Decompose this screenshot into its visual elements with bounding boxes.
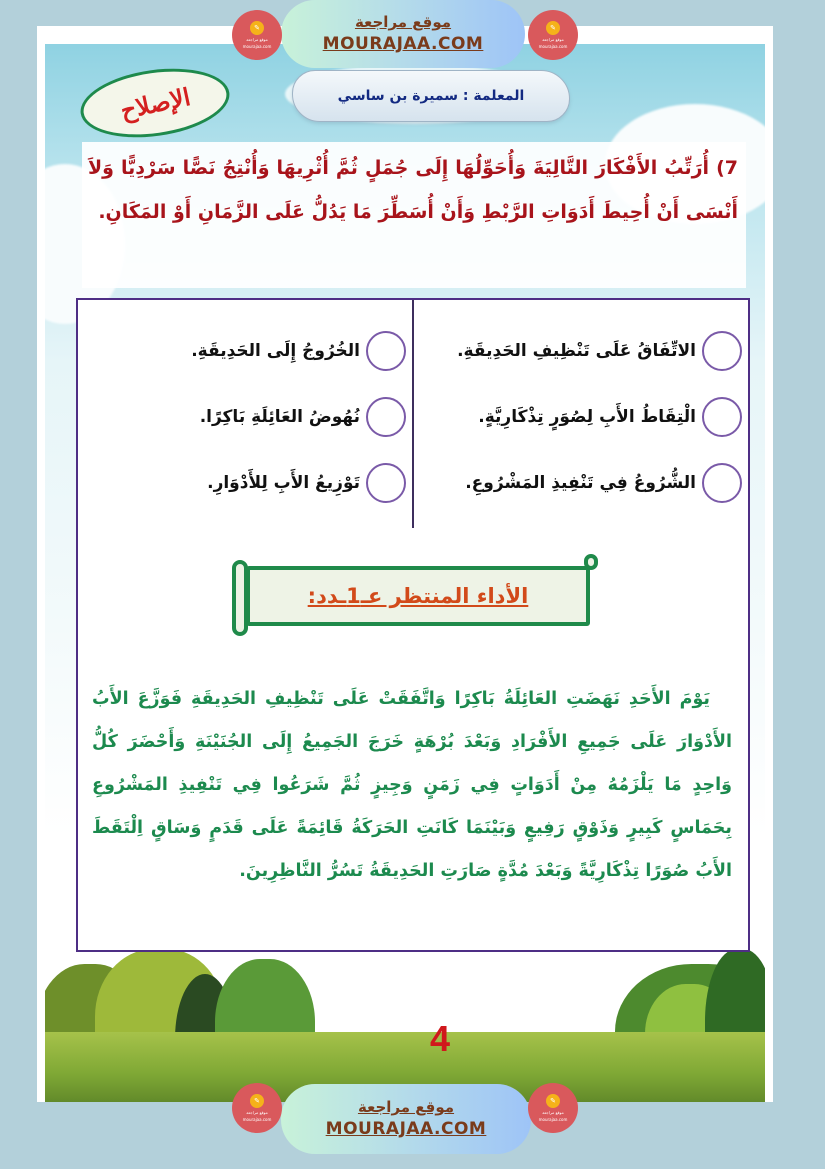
logo-caption-en: mourajaa.com — [242, 1117, 272, 1122]
scroll-body — [246, 566, 590, 626]
book-icon: ✎ — [546, 1094, 560, 1108]
order-circle-input[interactable] — [702, 331, 742, 371]
ideas-column-left — [78, 300, 412, 528]
logo-caption-ar: موقع مراجعة — [246, 1110, 268, 1115]
book-icon: ✎ — [546, 21, 560, 35]
logo-caption-ar: موقع مراجعة — [246, 37, 268, 42]
idea-text: الشُّرُوعُ فِي تَنْفِيذِ المَشْرُوعِ. — [465, 473, 696, 493]
exercise-instruction — [82, 142, 746, 288]
idea-item — [414, 450, 748, 516]
ideas-column-right — [412, 300, 748, 528]
page-number: 4 — [430, 1018, 451, 1059]
ideas-table — [76, 298, 750, 530]
site-banner-bottom[interactable] — [281, 1084, 531, 1154]
idea-item — [78, 450, 412, 516]
idea-text: تَوْزِيعُ الأَبِ لِلأَدْوَارِ. — [207, 473, 360, 493]
site-name-ar[interactable]: موقع مراجعة — [354, 13, 452, 31]
idea-item — [414, 384, 748, 450]
production-box — [76, 528, 750, 952]
site-logo-left-bottom[interactable] — [232, 1083, 282, 1133]
book-icon: ✎ — [250, 1094, 264, 1108]
idea-item — [78, 318, 412, 384]
idea-text: الخُرُوجُ إِلَى الحَدِيقَةِ. — [191, 341, 360, 361]
logo-caption-en: mourajaa.com — [538, 44, 568, 49]
site-name-ar[interactable]: موقع مراجعة — [357, 1098, 455, 1116]
logo-caption-ar: موقع مراجعة — [542, 37, 564, 42]
order-circle-input[interactable] — [702, 397, 742, 437]
instruction-text: 7) أُرَتِّبُ الأَفْكَارَ التَّالِيَةَ وَأُحَوِّلُهَا إِلَى جُمَلٍ ثُمَّ أُثْرِيهَا وَأُنْتِجُ نَصًّا سَرْدِيًّا وَلاَ أَنْسَى أَنْ أُحِيطَ أَدَوَاتِ الرَّبْطِ وَأَنْ أُسَطِّرَ مَا يَدُلُّ عَلَى الزَّمَانِ أَوْ المَكَانِ. — [88, 157, 738, 223]
essay-text: يَوْمَ الأَحَدِ نَهَضَتِ العَائِلَةُ بَاكِرًا وَاتَّفَقَتْ عَلَى تَنْظِيفِ الحَدِيقَةِ فَوَزَّعَ الأَبُ الأَدْوَارَ عَلَى جَمِيعِ الأَفْرَادِ وَبَعْدَ بُرْهَةٍ خَرَجَ الجَمِيعُ إِلَى الجُنَيْنَةِ وَأَحْضَرَ كُلُّ وَاحِدٍ مَا يَلْزَمُهُ مِنْ أَدَوَاتٍ فِي زَمَنٍ وَجِيزٍ ثُمَّ شَرَعُوا فِي تَنْفِيذِ المَشْرُوعِ بِحَمَاسٍ كَبِيرٍ وَذَوْقٍ رَفِيعٍ وَبَيْنَمَا كَانَتِ الحَرَكَةُ قَائِمَةً عَلَى قَدَمٍ وَسَاقٍ اِلْتَقَطَ الأَبُ صُوَرًا تِذْكَارِيَّةً وَبَعْدَ مُدَّةٍ صَارَتِ الحَدِيقَةُ تَسُرُّ النَّاظِرِينَ. — [92, 689, 732, 881]
book-icon: ✎ — [250, 21, 264, 35]
order-circle-input[interactable] — [702, 463, 742, 503]
idea-item — [414, 318, 748, 384]
site-logo-left[interactable] — [232, 10, 282, 60]
logo-caption-en: mourajaa.com — [538, 1117, 568, 1122]
order-circle-input[interactable] — [366, 397, 406, 437]
production-title: الأداء المنتظر عـ1ـدد: — [307, 584, 529, 608]
idea-text: الْتِقَاطُ الأَبِ لِصُوَرٍ تِذْكَارِيَّةٍ. — [478, 407, 696, 427]
teacher-cloud — [292, 70, 570, 122]
idea-text: نُهُوضُ العَائِلَةِ بَاكِرًا. — [199, 407, 360, 427]
site-name-en[interactable]: MOURAJAA.COM — [322, 34, 484, 54]
idea-text: الاتِّفَاقُ عَلَى تَنْظِيفِ الحَدِيقَةِ. — [457, 341, 696, 361]
order-circle-input[interactable] — [366, 331, 406, 371]
logo-caption-ar: موقع مراجعة — [542, 1110, 564, 1115]
scroll-banner — [232, 554, 598, 636]
teacher-name: المعلمة : سميرة بن ساسي — [337, 88, 525, 104]
logo-caption-en: mourajaa.com — [242, 44, 272, 49]
site-logo-right-bottom[interactable] — [528, 1083, 578, 1133]
idea-item — [78, 384, 412, 450]
correction-title: الإصلاح — [117, 81, 193, 125]
site-name-en[interactable]: MOURAJAA.COM — [325, 1119, 487, 1139]
order-circle-input[interactable] — [366, 463, 406, 503]
site-logo-right[interactable] — [528, 10, 578, 60]
site-banner-top[interactable] — [281, 0, 525, 68]
